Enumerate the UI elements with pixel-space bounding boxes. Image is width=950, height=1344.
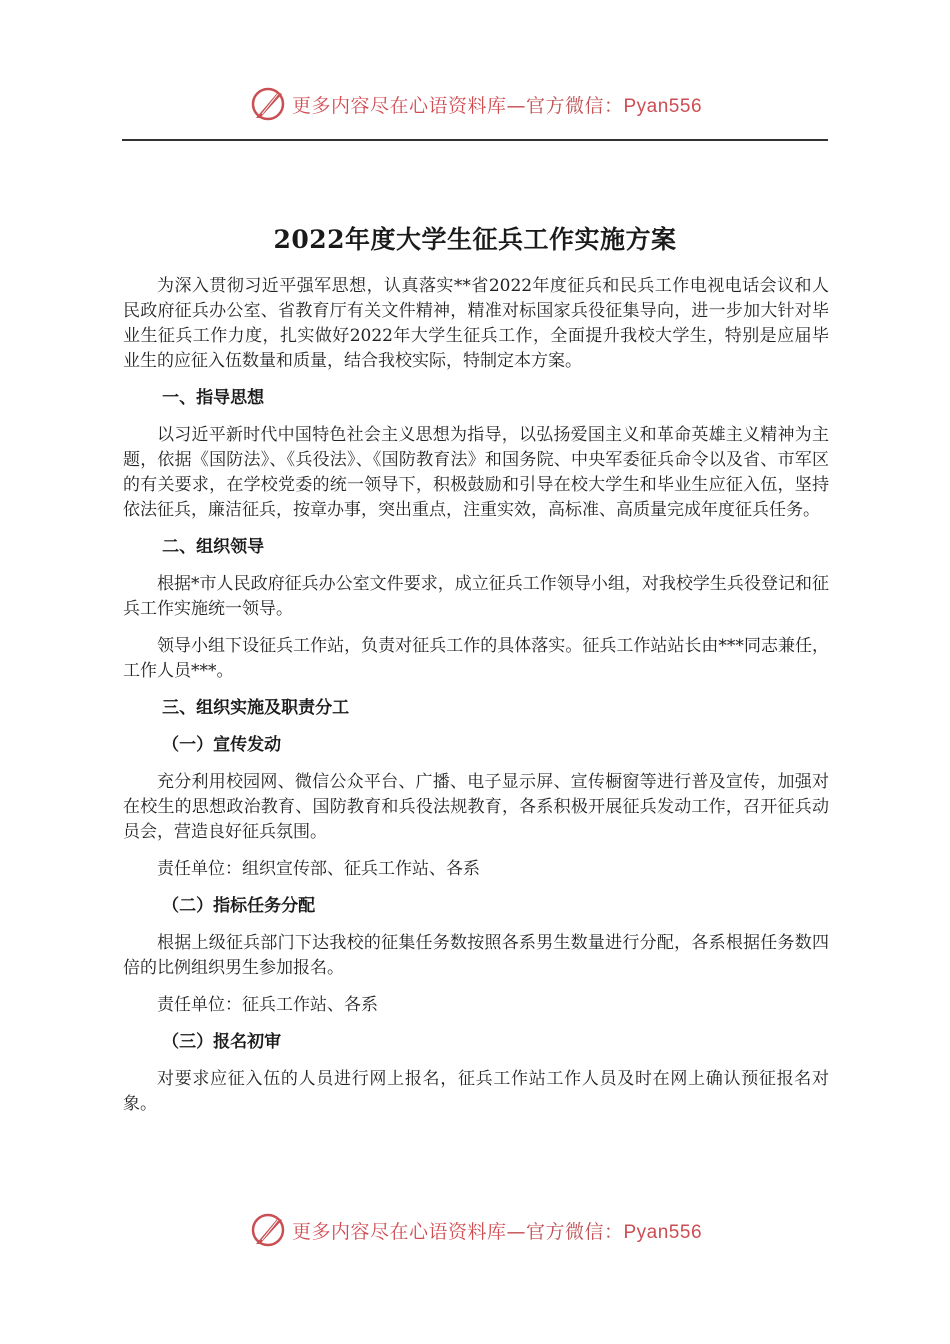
header-divider <box>122 139 828 141</box>
organization-paragraph-2: 领导小组下设征兵工作站，负责对征兵工作的具体落实。征兵工作站站长由***同志兼任，工作人员***。 <box>123 636 829 681</box>
intro-paragraph: 为深入贯彻习近平强军思想，认真落实**省2022年度征兵和民兵工作电视电话会议和人民政府征兵办公室、省教育厅有关文件精神，精准对标国家兵役征集导向，进一步加大针对毕业生征兵工作力度，扎实做好2022年大学生征兵工作，全面提升我校大学生，特别是应届毕业生的应征入伍数量和质量，结合我校实际，特制定本方案。 <box>123 276 829 371</box>
section-heading-implementation: 三、组织实施及职责分工 <box>162 698 350 718</box>
footer-banner <box>0 1208 950 1252</box>
subsection-heading-publicity: （一）宣传发动 <box>162 735 282 755</box>
quill-logo-icon <box>248 1210 288 1250</box>
banner-text: 更多内容尽在心语资料库—官方微信：Pyan556 <box>291 94 703 117</box>
guiding-ideology-paragraph: 以习近平新时代中国特色社会主义思想为指导，以弘扬爱国主义和革命英雄主义精神为主题，依据《国防法》、《兵役法》、《国防教育法》和国务院、中央军委征兵命令以及省、市军区的有关要求，在学校党委的统一领导下，积极鼓励和引导在校大学生和毕业生应征入伍，坚持依法征兵，廉洁征兵，按章办事，突出重点，注重实效，高标准、高质量完成年度征兵任务。 <box>123 425 829 520</box>
quota-paragraph: 根据上级征兵部门下达我校的征集任务数按照各系男生数量进行分配，各系根据任务数四倍的比例组织男生参加报名。 <box>123 933 829 978</box>
header-banner <box>0 82 950 126</box>
subsection-heading-quota: （二）指标任务分配 <box>162 896 316 916</box>
section-heading-guiding-ideology: 一、指导思想 <box>162 388 265 408</box>
banner-text: 更多内容尽在心语资料库—官方微信：Pyan556 <box>291 1220 703 1243</box>
quill-logo-icon <box>248 84 288 124</box>
quota-responsibility: 责任单位：征兵工作站、各系 <box>157 995 378 1015</box>
section-heading-organization: 二、组织领导 <box>162 537 265 557</box>
publicity-responsibility: 责任单位：组织宣传部、征兵工作站、各系 <box>157 859 480 879</box>
publicity-paragraph: 充分利用校园网、微信公众平台、广播、电子显示屏、宣传橱窗等进行普及宣传，加强对在校生的思想政治教育、国防教育和兵役法规教育，各系积极开展征兵发动工作，召开征兵动员会，营造良好征兵氛围。 <box>123 772 829 842</box>
organization-paragraph-1: 根据*市人民政府征兵办公室文件要求，成立征兵工作领导小组，对我校学生兵役登记和征兵工作实施统一领导。 <box>123 574 829 619</box>
subsection-heading-registration: （三）报名初审 <box>162 1032 282 1052</box>
document-body <box>123 274 829 1129</box>
document-title: 2022年度大学生征兵工作实施方案 <box>273 225 677 254</box>
registration-paragraph: 对要求应征入伍的人员进行网上报名，征兵工作站工作人员及时在网上确认预征报名对象。 <box>123 1069 829 1114</box>
